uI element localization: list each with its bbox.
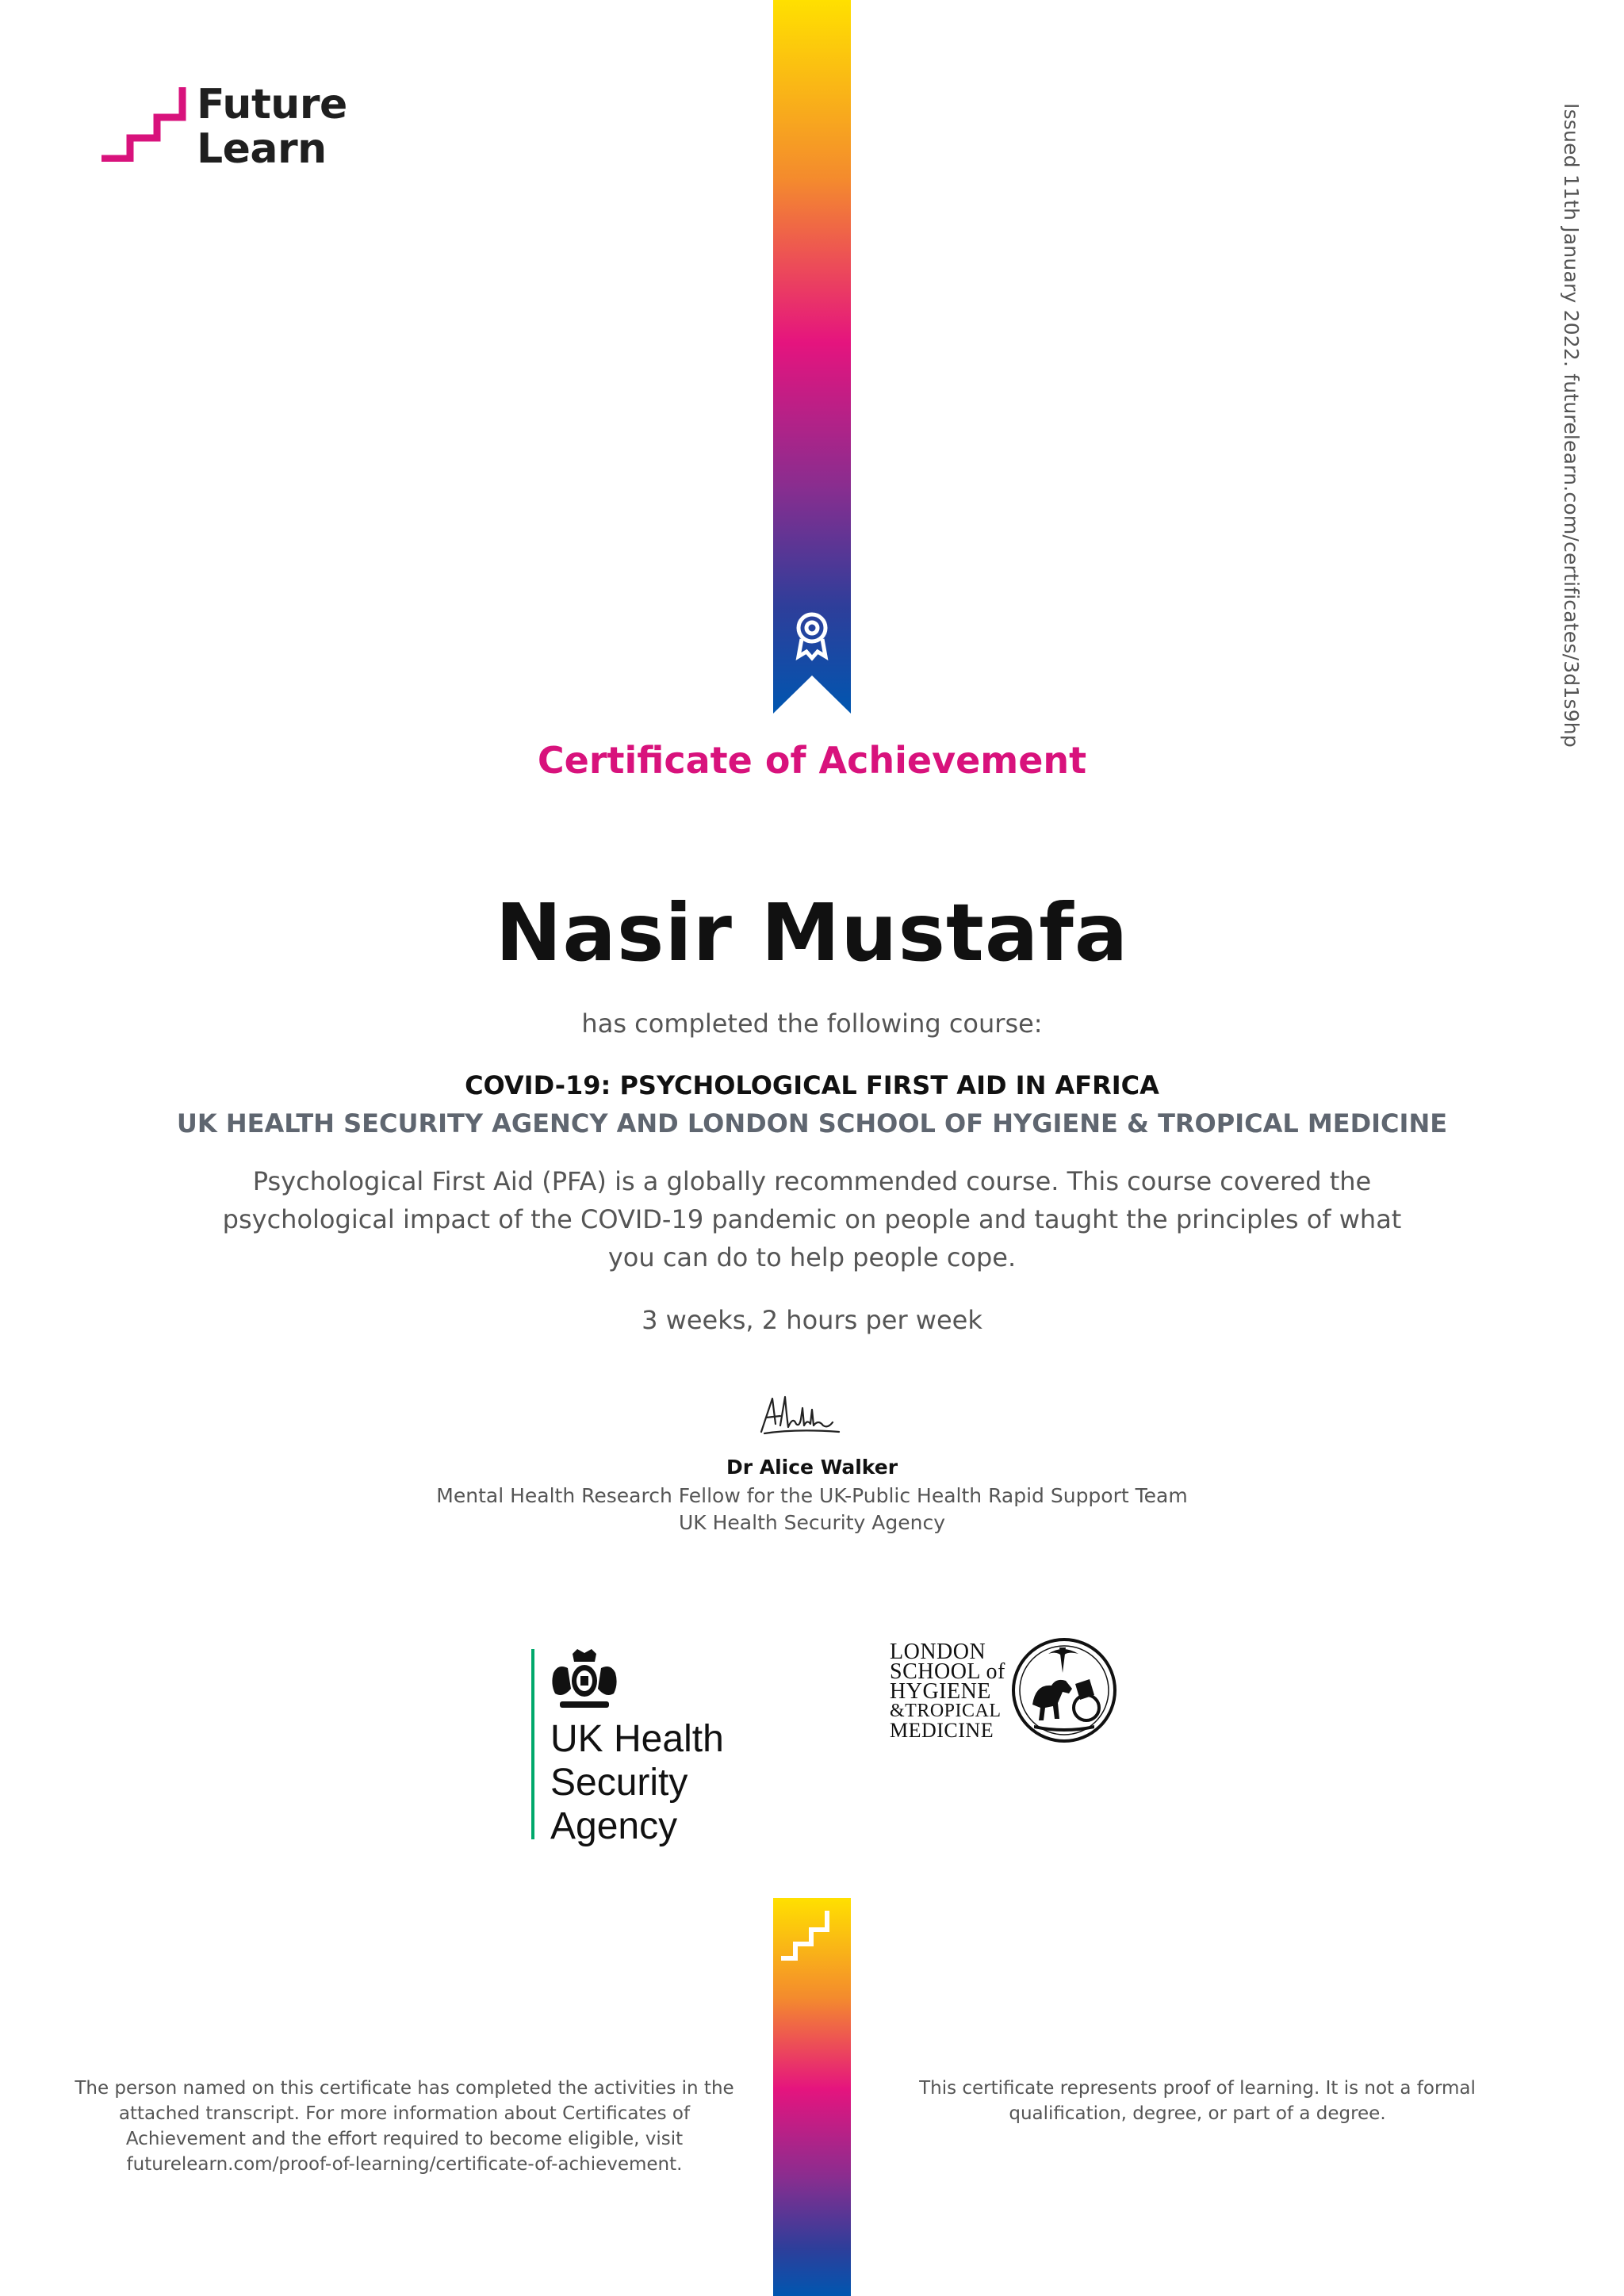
ukhsa-green-bar [531,1649,534,1839]
footer-proof-note: This certificate represents proof of learning. It is not a formal qualification, degree, or part of a degree. [919,2078,1476,2124]
stairs-logo-icon [100,82,189,162]
completed-text: has completed the following course: [581,1008,1043,1039]
bottom-ribbon [773,1898,851,2296]
lshtm-text-line4: &TROPICAL [890,1701,1002,1721]
lshtm-seal-icon [1010,1636,1118,1744]
ukhsa-logo [531,1649,769,1847]
ukhsa-text-line2: Security [550,1762,688,1804]
logo-text-future: Future [197,81,347,128]
ukhsa-text-line1: UK Health [550,1718,724,1760]
logo-text-learn: Learn [197,125,327,173]
signatory-role: Mental Health Research Fellow for the UK-Public Health Rapid Support Team [436,1484,1188,1507]
course-title: COVID-19: PSYCHOLOGICAL FIRST AID IN AFRICA [465,1070,1159,1100]
signatory-organisation: UK Health Security Agency [678,1511,946,1534]
issued-date-text [1559,103,1591,748]
signatory-name: Dr Alice Walker [726,1456,898,1479]
signature-image [756,1392,844,1440]
futurelearn-logo [100,79,354,174]
lshtm-text-line3: HYGIENE [890,1679,991,1704]
lshtm-text-line5: MEDICINE [890,1719,994,1742]
lshtm-logo [887,1636,1124,1747]
lshtm-text-line1: LONDON [890,1640,986,1664]
course-description: Psychological First Aid (PFA) is a globally recommended course. This course covered the psychological impact of the COVID-19 pandemic on people and taught the principles of what you can do to help people cope. [222,1166,1402,1272]
royal-crest-icon [549,1649,620,1712]
course-organisation: UK HEALTH SECURITY AGENCY AND LONDON SCHOOL OF HYGIENE & TROPICAL MEDICINE [176,1108,1448,1138]
certificate-title: Certificate of Achievement [537,739,1087,782]
footer-transcript-note: The person named on this certificate has completed the activities in the attached transcript. For more information about Certificates of Achievement and the effort required to become eligible, visit futurelearn.com/proof-of-learning/certificate-of-achievement. [75,2078,734,2175]
issued-label: Issued 11th January 2022. futurelearn.com/certificates/3d1s9hp [1560,103,1583,748]
course-duration: 3 weeks, 2 hours per week [642,1305,982,1335]
recipient-name: Nasir Mustafa [495,886,1129,979]
lshtm-text-line2: SCHOOL of [890,1659,1005,1684]
top-ribbon [773,0,851,714]
ukhsa-text-line3: Agency [550,1805,678,1847]
